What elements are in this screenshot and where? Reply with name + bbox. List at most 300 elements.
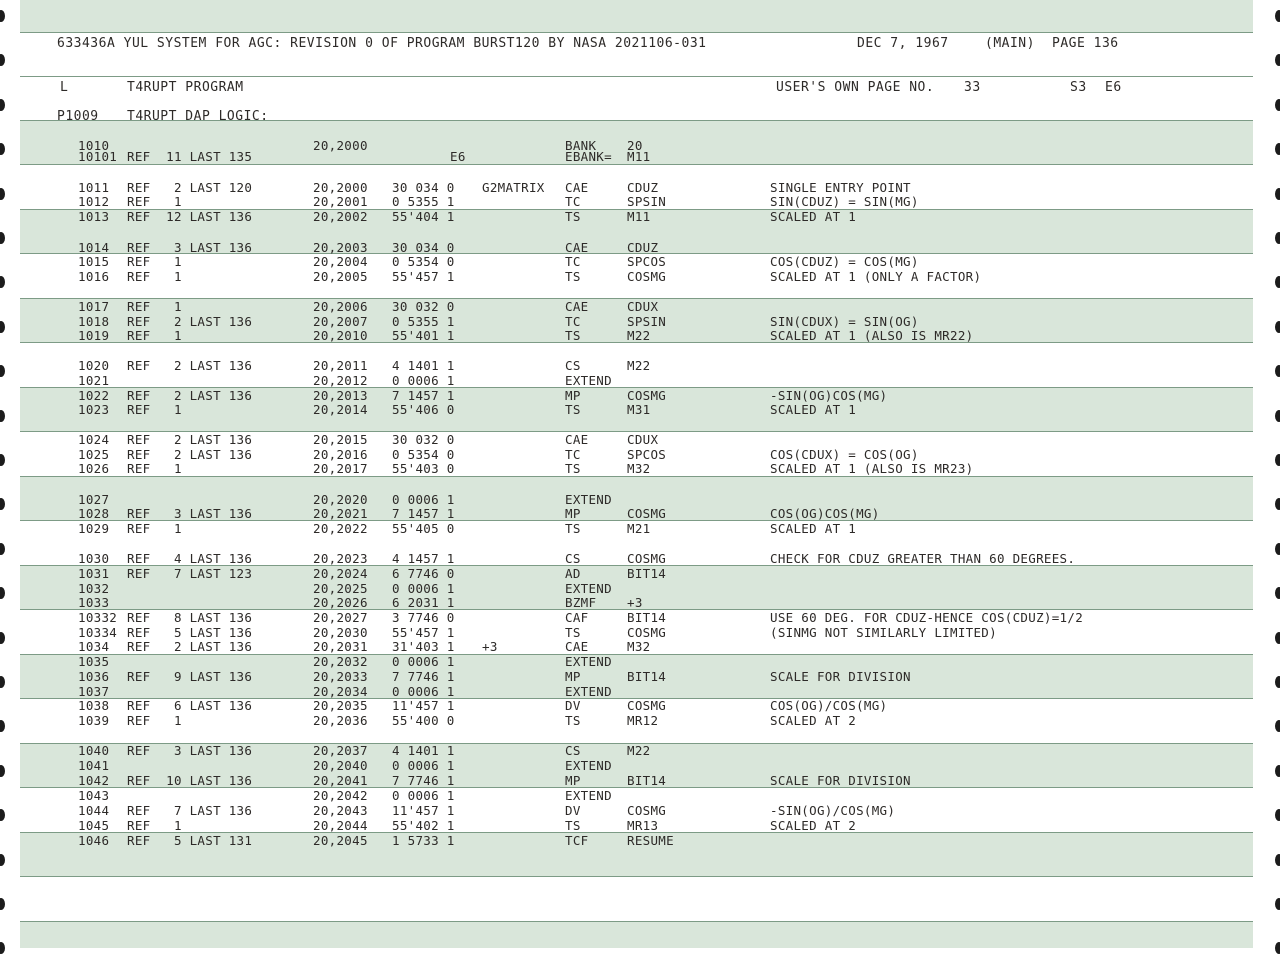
line-number: 1010 <box>78 138 110 153</box>
operand: CDUZ <box>627 180 659 195</box>
address: 20,2000 <box>313 138 368 153</box>
address: 20,2043 <box>313 803 368 818</box>
paper-rule <box>20 164 1253 165</box>
operand: BIT14 <box>627 669 667 684</box>
ref-info: REF 3 LAST 136 <box>127 506 253 521</box>
address: 20,2021 <box>313 506 368 521</box>
address: 20,2001 <box>313 194 368 209</box>
comment: CHECK FOR CDUZ GREATER THAN 60 DEGREES. <box>770 551 1076 566</box>
address: 20,2015 <box>313 432 368 447</box>
opcode: TS <box>565 521 581 536</box>
octal-word: 0 0006 1 <box>392 684 455 699</box>
octal-word: 1 5733 1 <box>392 833 455 848</box>
opcode: MP <box>565 388 581 403</box>
ref-info: REF 1 <box>127 299 182 314</box>
line-number: 1037 <box>78 684 110 699</box>
operand: COSMG <box>627 625 667 640</box>
ref-info: REF 11 LAST 135 <box>127 149 253 164</box>
address: 20,2027 <box>313 610 368 625</box>
opcode: AD <box>565 566 581 581</box>
feed-hole <box>1275 765 1280 777</box>
label: +3 <box>482 639 498 654</box>
address: 20,2012 <box>313 373 368 388</box>
address: 20,2020 <box>313 492 368 507</box>
octal-word: 4 1401 1 <box>392 358 455 373</box>
address: 20,2025 <box>313 581 368 596</box>
line-number: 1022 <box>78 388 110 403</box>
listing-section: (MAIN) <box>985 36 1035 51</box>
feed-hole <box>1275 10 1280 22</box>
opcode: TS <box>565 269 581 284</box>
ref-info: REF 1 <box>127 254 182 269</box>
line-number: 1017 <box>78 299 110 314</box>
address: 20,2024 <box>313 566 368 581</box>
section-title: T4RUPT DAP LOGIC: <box>127 109 269 124</box>
line-number: 1018 <box>78 314 110 329</box>
octal-word: 30 034 0 <box>392 180 455 195</box>
octal-word: E6 <box>450 149 466 164</box>
paper-rule <box>20 476 1253 477</box>
ref-info: REF 2 LAST 120 <box>127 180 253 195</box>
octal-word: 7 1457 1 <box>392 388 455 403</box>
feed-hole <box>1275 232 1280 244</box>
operand: RESUME <box>627 833 674 848</box>
operand: COSMG <box>627 269 667 284</box>
opcode: TC <box>565 194 581 209</box>
opcode: CAE <box>565 180 589 195</box>
ref-info: REF 6 LAST 136 <box>127 698 253 713</box>
opcode: TS <box>565 461 581 476</box>
ref-info: REF 4 LAST 136 <box>127 551 253 566</box>
ref-info: REF 1 <box>127 713 182 728</box>
opcode: EXTEND <box>565 684 612 699</box>
operand: M22 <box>627 328 651 343</box>
ref-info: REF 1 <box>127 461 182 476</box>
octal-word: 6 7746 0 <box>392 566 455 581</box>
feed-hole <box>0 188 5 200</box>
address: 20,2031 <box>313 639 368 654</box>
octal-word: 3 7746 0 <box>392 610 455 625</box>
ref-info: REF 2 LAST 136 <box>127 358 253 373</box>
octal-word: 55'403 0 <box>392 461 455 476</box>
address: 20,2005 <box>313 269 368 284</box>
address: 20,2035 <box>313 698 368 713</box>
address: 20,2017 <box>313 461 368 476</box>
opcode: CAE <box>565 639 589 654</box>
ref-info: REF 1 <box>127 402 182 417</box>
line-number: 1011 <box>78 180 110 195</box>
paper-band <box>20 0 1253 32</box>
paper-rule <box>20 921 1253 922</box>
comment: SCALED AT 1 (ALSO IS MR23) <box>770 461 974 476</box>
opcode: EXTEND <box>565 373 612 388</box>
opcode: EBANK= <box>565 149 612 164</box>
comment: -SIN(OG)COS(MG) <box>770 388 888 403</box>
comment: SIN(CDUX) = SIN(OG) <box>770 314 919 329</box>
operand: M11 <box>627 209 651 224</box>
line-number: 1035 <box>78 654 110 669</box>
feed-hole <box>0 898 5 910</box>
ref-info: REF 10 LAST 136 <box>127 773 253 788</box>
octal-word: 55'402 1 <box>392 818 455 833</box>
feed-hole <box>0 942 5 954</box>
operand: SPCOS <box>627 447 667 462</box>
octal-word: 4 1457 1 <box>392 551 455 566</box>
address: 20,2011 <box>313 358 368 373</box>
operand: 20 <box>627 138 643 153</box>
octal-word: 6 2031 1 <box>392 595 455 610</box>
feed-hole <box>1275 321 1280 333</box>
operand: M11 <box>627 149 651 164</box>
paper-rule <box>20 654 1253 655</box>
operand: MR12 <box>627 713 659 728</box>
address: 20,2014 <box>313 402 368 417</box>
comment: SCALE FOR DIVISION <box>770 773 911 788</box>
operand: COSMG <box>627 551 667 566</box>
address: 20,2032 <box>313 654 368 669</box>
operand: SPSIN <box>627 314 667 329</box>
ref-info: REF 5 LAST 136 <box>127 625 253 640</box>
octal-word: 0 0006 1 <box>392 758 455 773</box>
feed-hole <box>1275 942 1280 954</box>
line-number: 1025 <box>78 447 110 462</box>
feed-hole <box>1275 543 1280 555</box>
listing-page: PAGE 136 <box>1052 36 1119 51</box>
feed-hole <box>0 632 5 644</box>
octal-word: 7 1457 1 <box>392 506 455 521</box>
operand: BIT14 <box>627 566 667 581</box>
opcode: CAE <box>565 240 589 255</box>
address: 20,2000 <box>313 180 368 195</box>
line-number: 1029 <box>78 521 110 536</box>
line-number: 1045 <box>78 818 110 833</box>
octal-word: 55'400 0 <box>392 713 455 728</box>
opcode: CS <box>565 743 581 758</box>
line-number: 1026 <box>78 461 110 476</box>
feed-hole <box>1275 809 1280 821</box>
line-number: 1038 <box>78 698 110 713</box>
operand: CDUZ <box>627 240 659 255</box>
operand: M22 <box>627 358 651 373</box>
octal-word: 30 034 0 <box>392 240 455 255</box>
octal-word: 0 5355 1 <box>392 314 455 329</box>
feed-hole <box>1275 720 1280 732</box>
feed-hole <box>0 676 5 688</box>
address: 20,2026 <box>313 595 368 610</box>
line-number: 1042 <box>78 773 110 788</box>
octal-word: 0 0006 1 <box>392 492 455 507</box>
address: 20,2030 <box>313 625 368 640</box>
opcode: CS <box>565 358 581 373</box>
feed-hole <box>0 765 5 777</box>
opcode: TS <box>565 209 581 224</box>
feed-hole <box>0 587 5 599</box>
address: 20,2010 <box>313 328 368 343</box>
comment: SIN(CDUZ) = SIN(MG) <box>770 194 919 209</box>
subheader-users-page: USER'S OWN PAGE NO. <box>776 80 935 95</box>
line-number: 1033 <box>78 595 110 610</box>
opcode: EXTEND <box>565 654 612 669</box>
listing-date: DEC 7, 1967 <box>857 36 949 51</box>
line-number: 1034 <box>78 639 110 654</box>
line-number: 10332 <box>78 610 118 625</box>
operand: SPSIN <box>627 194 667 209</box>
listing-title: 633436A YUL SYSTEM FOR AGC: REVISION 0 OF PROGRAM BURST120 BY NASA 2021106-031 <box>57 36 707 51</box>
ref-info: REF 2 LAST 136 <box>127 314 253 329</box>
ref-info: REF 9 LAST 136 <box>127 669 253 684</box>
ref-info: REF 2 LAST 136 <box>127 388 253 403</box>
address: 20,2003 <box>313 240 368 255</box>
feed-hole <box>1275 498 1280 510</box>
subheader-users-page-no: 33 <box>964 80 981 95</box>
comment: SINGLE ENTRY POINT <box>770 180 911 195</box>
octal-word: 55'404 1 <box>392 209 455 224</box>
operand: COSMG <box>627 803 667 818</box>
address: 20,2040 <box>313 758 368 773</box>
feed-hole <box>1275 143 1280 155</box>
opcode: CS <box>565 551 581 566</box>
address: 20,2042 <box>313 788 368 803</box>
address: 20,2013 <box>313 388 368 403</box>
opcode: TS <box>565 625 581 640</box>
octal-word: 0 5355 1 <box>392 194 455 209</box>
opcode: BZMF <box>565 595 597 610</box>
address: 20,2036 <box>313 713 368 728</box>
operand: M22 <box>627 743 651 758</box>
octal-word: 30 032 0 <box>392 299 455 314</box>
line-number: 1028 <box>78 506 110 521</box>
feed-hole <box>0 454 5 466</box>
octal-word: 55'406 0 <box>392 402 455 417</box>
operand: BIT14 <box>627 610 667 625</box>
operand: M32 <box>627 639 651 654</box>
line-number: 1043 <box>78 788 110 803</box>
line-number: 1019 <box>78 328 110 343</box>
opcode: MP <box>565 773 581 788</box>
comment: SCALED AT 1 (ONLY A FACTOR) <box>770 269 982 284</box>
feed-hole <box>1275 632 1280 644</box>
line-number: 1030 <box>78 551 110 566</box>
line-number: 1021 <box>78 373 110 388</box>
feed-hole <box>1275 587 1280 599</box>
subheader-sheet-b: E6 <box>1105 80 1122 95</box>
opcode: TCF <box>565 833 589 848</box>
opcode: TS <box>565 818 581 833</box>
ref-info: REF 2 LAST 136 <box>127 432 253 447</box>
feed-hole <box>0 54 5 66</box>
feed-hole <box>0 854 5 866</box>
paper-rule <box>20 876 1253 877</box>
line-number: 1027 <box>78 492 110 507</box>
ref-info: REF 2 LAST 136 <box>127 447 253 462</box>
address: 20,2022 <box>313 521 368 536</box>
line-number: 1044 <box>78 803 110 818</box>
paper-rule <box>20 32 1253 33</box>
feed-hole <box>1275 898 1280 910</box>
opcode: TC <box>565 447 581 462</box>
feed-hole <box>1275 854 1280 866</box>
opcode: EXTEND <box>565 581 612 596</box>
address: 20,2016 <box>313 447 368 462</box>
line-number: 1032 <box>78 581 110 596</box>
comment: SCALED AT 1 <box>770 209 857 224</box>
line-number: 1014 <box>78 240 110 255</box>
line-number: 1015 <box>78 254 110 269</box>
address: 20,2045 <box>313 833 368 848</box>
comment: SCALE FOR DIVISION <box>770 669 911 684</box>
ref-info: REF 2 LAST 136 <box>127 639 253 654</box>
octal-word: 31'403 1 <box>392 639 455 654</box>
address: 20,2007 <box>313 314 368 329</box>
feed-hole <box>0 410 5 422</box>
feed-hole <box>0 143 5 155</box>
ref-info: REF 1 <box>127 194 182 209</box>
opcode: TS <box>565 402 581 417</box>
address: 20,2033 <box>313 669 368 684</box>
octal-word: 55'457 1 <box>392 269 455 284</box>
octal-word: 0 5354 0 <box>392 254 455 269</box>
address: 20,2006 <box>313 299 368 314</box>
label: G2MATRIX <box>482 180 545 195</box>
feed-hole <box>1275 454 1280 466</box>
ref-info: REF 5 LAST 131 <box>127 833 253 848</box>
octal-word: 4 1401 1 <box>392 743 455 758</box>
opcode: MP <box>565 506 581 521</box>
comment: (SINMG NOT SIMILARLY LIMITED) <box>770 625 997 640</box>
opcode: EXTEND <box>565 492 612 507</box>
feed-hole <box>1275 676 1280 688</box>
address: 20,2034 <box>313 684 368 699</box>
comment: COS(OG)/COS(MG) <box>770 698 888 713</box>
ref-info: REF 3 LAST 136 <box>127 240 253 255</box>
comment: USE 60 DEG. FOR CDUZ-HENCE COS(CDUZ)=1/2 <box>770 610 1084 625</box>
octal-word: 55'401 1 <box>392 328 455 343</box>
address: 20,2023 <box>313 551 368 566</box>
line-number: 1041 <box>78 758 110 773</box>
ref-info: REF 1 <box>127 328 182 343</box>
address: 20,2002 <box>313 209 368 224</box>
octal-word: 30 032 0 <box>392 432 455 447</box>
operand: M31 <box>627 402 651 417</box>
feed-hole <box>1275 188 1280 200</box>
line-number: 1040 <box>78 743 110 758</box>
paper-band <box>20 921 1253 948</box>
opcode: MP <box>565 669 581 684</box>
ref-info: REF 1 <box>127 818 182 833</box>
octal-word: 0 0006 1 <box>392 654 455 669</box>
operand: CDUX <box>627 432 659 447</box>
feed-hole <box>1275 99 1280 111</box>
opcode: TC <box>565 254 581 269</box>
octal-word: 55'405 0 <box>392 521 455 536</box>
ref-info: REF 7 LAST 136 <box>127 803 253 818</box>
operand: SPCOS <box>627 254 667 269</box>
feed-hole <box>0 10 5 22</box>
ref-info: REF 1 <box>127 521 182 536</box>
ref-info: REF 8 LAST 136 <box>127 610 253 625</box>
opcode: EXTEND <box>565 758 612 773</box>
operand: COSMG <box>627 506 667 521</box>
feed-hole <box>0 809 5 821</box>
line-number: 1036 <box>78 669 110 684</box>
ref-info: REF 1 <box>127 269 182 284</box>
feed-hole <box>1275 410 1280 422</box>
opcode: TS <box>565 713 581 728</box>
address: 20,2037 <box>313 743 368 758</box>
opcode: TS <box>565 328 581 343</box>
comment: SCALED AT 1 (ALSO IS MR22) <box>770 328 974 343</box>
feed-hole <box>1275 365 1280 377</box>
octal-word: 0 0006 1 <box>392 373 455 388</box>
subheader-sheet: S3 <box>1070 80 1087 95</box>
comment: COS(OG)COS(MG) <box>770 506 880 521</box>
feed-hole <box>0 232 5 244</box>
line-number: 1039 <box>78 713 110 728</box>
line-number: 10101 <box>78 149 118 164</box>
feed-hole <box>0 543 5 555</box>
comment: SCALED AT 2 <box>770 818 857 833</box>
operand: M21 <box>627 521 651 536</box>
operand: MR13 <box>627 818 659 833</box>
address: 20,2041 <box>313 773 368 788</box>
line-number: 1012 <box>78 194 110 209</box>
opcode: BANK <box>565 138 597 153</box>
operand: M32 <box>627 461 651 476</box>
feed-hole <box>0 276 5 288</box>
comment: SCALED AT 1 <box>770 521 857 536</box>
operand: COSMG <box>627 388 667 403</box>
feed-hole <box>1275 54 1280 66</box>
line-number: 1024 <box>78 432 110 447</box>
subheader-program: T4RUPT PROGRAM <box>127 80 244 95</box>
opcode: DV <box>565 803 581 818</box>
line-number: 1013 <box>78 209 110 224</box>
operand: CDUX <box>627 299 659 314</box>
ref-info: REF 7 LAST 123 <box>127 566 253 581</box>
operand: +3 <box>627 595 643 610</box>
octal-word: 11'457 1 <box>392 803 455 818</box>
operand: BIT14 <box>627 773 667 788</box>
line-number: 1031 <box>78 566 110 581</box>
line-number: 1046 <box>78 833 110 848</box>
address: 20,2044 <box>313 818 368 833</box>
feed-hole <box>0 365 5 377</box>
octal-word: 0 0006 1 <box>392 788 455 803</box>
octal-word: 0 0006 1 <box>392 581 455 596</box>
comment: SCALED AT 2 <box>770 713 857 728</box>
comment: COS(CDUX) = COS(OG) <box>770 447 919 462</box>
section-id: P1009 <box>57 109 99 124</box>
opcode: CAF <box>565 610 589 625</box>
opcode: EXTEND <box>565 788 612 803</box>
feed-hole <box>1275 276 1280 288</box>
comment: COS(CDUZ) = COS(MG) <box>770 254 919 269</box>
line-number: 10334 <box>78 625 118 640</box>
octal-word: 0 5354 0 <box>392 447 455 462</box>
line-number: 1016 <box>78 269 110 284</box>
feed-hole <box>0 498 5 510</box>
opcode: DV <box>565 698 581 713</box>
octal-word: 11'457 1 <box>392 698 455 713</box>
opcode: CAE <box>565 432 589 447</box>
address: 20,2004 <box>313 254 368 269</box>
line-number: 1020 <box>78 358 110 373</box>
feed-hole <box>0 720 5 732</box>
opcode: TC <box>565 314 581 329</box>
feed-hole <box>0 99 5 111</box>
opcode: CAE <box>565 299 589 314</box>
operand: COSMG <box>627 698 667 713</box>
